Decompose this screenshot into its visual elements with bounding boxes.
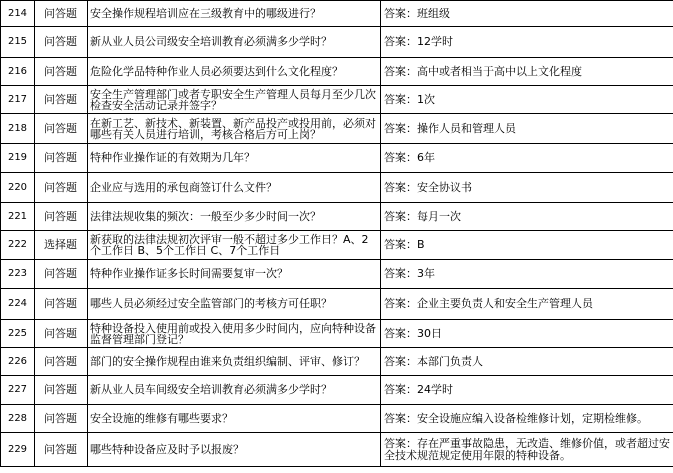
answer-text: 答案：班组级 xyxy=(381,1,673,27)
row-number: 215 xyxy=(1,27,35,58)
table-row xyxy=(1,144,673,173)
question-text: 哪些人员必须经过安全监管部门的考核方可任职？ xyxy=(88,289,381,320)
row-number: 228 xyxy=(1,405,35,433)
table-row xyxy=(1,260,673,289)
question-text: 新从业人员车间级安全培训教育必须满多少学时？ xyxy=(88,376,381,405)
question-text: 在新工艺、新技术、新装置、新产品投产或投用前，必须对哪些有关人员进行培训，考核合格后方可上岗？ xyxy=(88,114,381,144)
question-text: 法律法规收集的频次：一般至少多少时间一次？ xyxy=(88,203,381,231)
table-row xyxy=(1,348,673,376)
row-number: 223 xyxy=(1,260,35,289)
question-type: 问答题 xyxy=(35,144,88,173)
question-text: 安全设施的维修有哪些要求？ xyxy=(88,405,381,433)
answer-text: 答案：12学时 xyxy=(381,27,673,58)
row-number: 220 xyxy=(1,173,35,203)
table-row xyxy=(1,320,673,348)
question-type: 问答题 xyxy=(35,405,88,433)
question-text: 安全生产管理部门或者专职安全生产管理人员每月至少几次检查安全活动记录并签字？ xyxy=(88,86,381,114)
answer-text: 答案：安全协议书 xyxy=(381,173,673,203)
table-row xyxy=(1,376,673,405)
row-number: 214 xyxy=(1,1,35,27)
table-row xyxy=(1,433,673,467)
question-text: 安全操作规程培训应在三级教育中的哪级进行？ xyxy=(88,1,381,27)
answer-text: 答案：高中或者相当于高中以上文化程度 xyxy=(381,58,673,86)
row-number: 221 xyxy=(1,203,35,231)
question-type: 问答题 xyxy=(35,86,88,114)
answer-text: 答案：1次 xyxy=(381,86,673,114)
answer-text: 答案：本部门负责人 xyxy=(381,348,673,376)
row-number: 217 xyxy=(1,86,35,114)
answer-text: 答案：存在严重事故隐患，无改造、维修价值，或者超过安全技术规范规定使用年限的特种设备。 xyxy=(381,433,673,467)
table-row xyxy=(1,27,673,58)
row-number: 216 xyxy=(1,58,35,86)
question-text: 企业应与选用的承包商签订什么文件？ xyxy=(88,173,381,203)
answer-text: 答案：30日 xyxy=(381,320,673,348)
question-type: 问答题 xyxy=(35,114,88,144)
question-text: 新从业人员公司级安全培训教育必须满多少学时？ xyxy=(88,27,381,58)
question-type: 问答题 xyxy=(35,320,88,348)
answer-text: 答案：每月一次 xyxy=(381,203,673,231)
table-row xyxy=(1,203,673,231)
answer-text: 答案：操作人员和管理人员 xyxy=(381,114,673,144)
table-row xyxy=(1,289,673,320)
question-type: 问答题 xyxy=(35,173,88,203)
table-row xyxy=(1,1,673,27)
question-text: 特种设备投入使用前或投入使用多少时间内，应向特种设备监督管理部门登记？ xyxy=(88,320,381,348)
question-text: 特种作业操作证的有效期为几年？ xyxy=(88,144,381,173)
answer-text: 答案：B xyxy=(381,231,673,260)
question-type: 问答题 xyxy=(35,348,88,376)
table-row xyxy=(1,58,673,86)
question-type: 问答题 xyxy=(35,260,88,289)
question-type: 问答题 xyxy=(35,1,88,27)
question-type: 问答题 xyxy=(35,376,88,405)
answer-text: 答案：安全设施应编入设备检维修计划，定期检维修。 xyxy=(381,405,673,433)
answer-text: 答案：3年 xyxy=(381,260,673,289)
table-row xyxy=(1,405,673,433)
row-number: 224 xyxy=(1,289,35,320)
answer-text: 答案：24学时 xyxy=(381,376,673,405)
question-text: 部门的安全操作规程由谁来负责组织编制、评审、修订？ xyxy=(88,348,381,376)
answer-text: 答案：企业主要负责人和安全生产管理人员 xyxy=(381,289,673,320)
row-number: 226 xyxy=(1,348,35,376)
table-row xyxy=(1,114,673,144)
answer-text: 答案：6年 xyxy=(381,144,673,173)
question-text: 新获取的法律法规初次评审一般不超过多少工作日？A、2个工作日 B、5个工作日 C、7个工作日 xyxy=(88,231,381,260)
row-number: 219 xyxy=(1,144,35,173)
row-number: 227 xyxy=(1,376,35,405)
question-type: 问答题 xyxy=(35,289,88,320)
row-number: 222 xyxy=(1,231,35,260)
row-number: 229 xyxy=(1,433,35,467)
question-text: 哪些特种设备应及时予以报废？ xyxy=(88,433,381,467)
question-text: 危险化学品特种作业人员必须要达到什么文化程度？ xyxy=(88,58,381,86)
question-text: 特种作业操作证多长时间需要复审一次？ xyxy=(88,260,381,289)
question-type: 问答题 xyxy=(35,433,88,467)
table-row xyxy=(1,173,673,203)
table-row xyxy=(1,231,673,260)
row-number: 225 xyxy=(1,320,35,348)
table-row xyxy=(1,86,673,114)
question-type: 问答题 xyxy=(35,58,88,86)
row-number: 218 xyxy=(1,114,35,144)
question-type: 问答题 xyxy=(35,27,88,58)
question-type: 问答题 xyxy=(35,203,88,231)
question-type: 选择题 xyxy=(35,231,88,260)
